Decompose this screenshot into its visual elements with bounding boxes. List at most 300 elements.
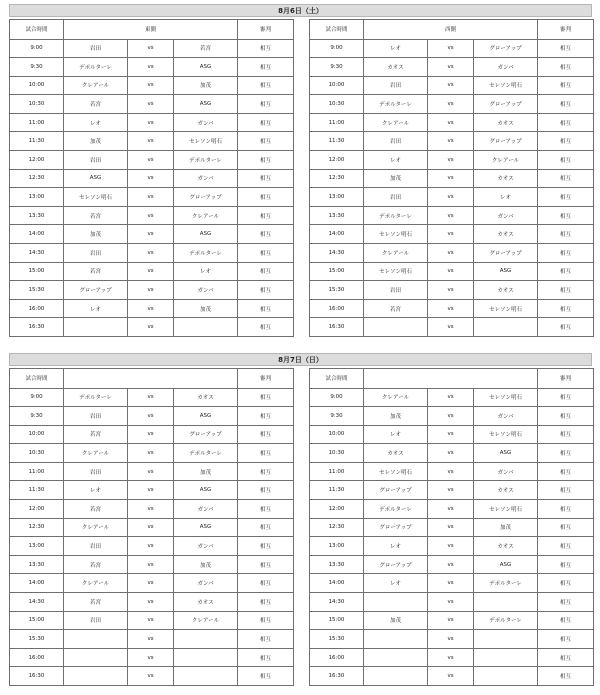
vs-label: vs [428, 39, 474, 58]
vs-label: vs [428, 555, 474, 574]
vs-label: vs [128, 58, 174, 77]
match-time: 11:30 [310, 132, 364, 151]
referee: 相互 [238, 318, 294, 337]
match-time: 14:00 [310, 574, 364, 593]
home-team [364, 667, 428, 686]
vs-label: vs [128, 611, 174, 630]
match-time: 11:30 [310, 481, 364, 500]
match-time: 10:30 [310, 95, 364, 114]
home-team: レオ [64, 299, 128, 318]
match-time: 13:30 [310, 555, 364, 574]
away-team: ASG [174, 407, 238, 426]
vs-label: vs [128, 481, 174, 500]
home-team: カオス [364, 58, 428, 77]
match-time: 13:30 [10, 555, 64, 574]
referee: 相互 [538, 206, 594, 225]
home-team [64, 630, 128, 649]
table-row [10, 299, 294, 318]
referee: 相互 [238, 481, 294, 500]
table-row [10, 132, 294, 151]
away-team [174, 667, 238, 686]
home-team: 加茂 [364, 169, 428, 188]
match-time: 11:00 [10, 462, 64, 481]
home-team: レオ [64, 113, 128, 132]
match-time: 12:30 [10, 518, 64, 537]
match-time: 11:00 [10, 113, 64, 132]
home-team: 岩田 [64, 151, 128, 170]
away-team: デポルターレ [174, 444, 238, 463]
table-row [310, 648, 594, 667]
table-row [10, 574, 294, 593]
home-team: 若宮 [64, 425, 128, 444]
referee: 相互 [238, 593, 294, 612]
home-team: レオ [64, 481, 128, 500]
referee: 相互 [538, 281, 594, 300]
vs-label: vs [428, 76, 474, 95]
vs-label: vs [128, 444, 174, 463]
vs-label: vs [428, 151, 474, 170]
day-title-0: 8月6日（土） [9, 4, 592, 17]
header-row [310, 20, 594, 40]
header-venue [364, 369, 538, 389]
vs-label: vs [428, 425, 474, 444]
away-team: ガンバ [174, 537, 238, 556]
table-row [10, 188, 294, 207]
referee: 相互 [538, 518, 594, 537]
referee: 相互 [238, 444, 294, 463]
home-team: デポルターレ [364, 95, 428, 114]
match-time: 16:00 [310, 299, 364, 318]
home-team: クレアール [64, 444, 128, 463]
vs-label: vs [128, 574, 174, 593]
away-team: デポルターレ [174, 151, 238, 170]
away-team: ガンバ [174, 169, 238, 188]
table-row [310, 39, 594, 58]
away-team [174, 648, 238, 667]
table-row [10, 667, 294, 686]
vs-label: vs [128, 500, 174, 519]
match-time: 11:30 [10, 132, 64, 151]
referee: 相互 [538, 425, 594, 444]
home-team: デポルターレ [64, 388, 128, 407]
vs-label: vs [428, 262, 474, 281]
home-team: カオス [364, 444, 428, 463]
away-team: カオス [174, 593, 238, 612]
away-team: ガンバ [474, 407, 538, 426]
home-team: グローアップ [364, 555, 428, 574]
referee: 相互 [238, 574, 294, 593]
away-team: 加茂 [474, 518, 538, 537]
home-team: クレアール [364, 113, 428, 132]
away-team: グローアップ [174, 188, 238, 207]
match-time: 16:00 [10, 299, 64, 318]
match-time: 9:30 [10, 407, 64, 426]
vs-label: vs [128, 518, 174, 537]
table-row [310, 95, 594, 114]
vs-label: vs [428, 537, 474, 556]
away-team: デポルターレ [174, 244, 238, 263]
table-row [310, 58, 594, 77]
vs-label: vs [428, 500, 474, 519]
away-team: ASG [174, 95, 238, 114]
referee: 相互 [238, 151, 294, 170]
home-team [364, 648, 428, 667]
referee: 相互 [238, 462, 294, 481]
vs-label: vs [128, 593, 174, 612]
match-time: 13:00 [10, 188, 64, 207]
home-team: デポルターレ [64, 58, 128, 77]
day-title-1: 8月7日（日） [9, 353, 592, 366]
away-team: ASG [474, 262, 538, 281]
match-time: 10:00 [10, 76, 64, 95]
vs-label: vs [428, 169, 474, 188]
away-team: ASG [474, 555, 538, 574]
table-row [310, 407, 594, 426]
match-time: 12:30 [310, 169, 364, 188]
referee: 相互 [238, 95, 294, 114]
home-team: 加茂 [364, 407, 428, 426]
home-team: 若宮 [64, 555, 128, 574]
home-team: 若宮 [364, 299, 428, 318]
match-time: 16:30 [310, 318, 364, 337]
referee: 相互 [238, 281, 294, 300]
referee: 相互 [238, 188, 294, 207]
home-team: クレアール [64, 518, 128, 537]
table-row [10, 407, 294, 426]
vs-label: vs [128, 462, 174, 481]
referee: 相互 [538, 462, 594, 481]
referee: 相互 [538, 574, 594, 593]
home-team: 岩田 [364, 281, 428, 300]
home-team: 加茂 [64, 132, 128, 151]
vs-label: vs [428, 388, 474, 407]
table-row [310, 132, 594, 151]
vs-label: vs [128, 648, 174, 667]
table-row [10, 462, 294, 481]
home-team: クレアール [64, 574, 128, 593]
vs-label: vs [128, 667, 174, 686]
away-team: 加茂 [174, 462, 238, 481]
table-row [310, 76, 594, 95]
referee: 相互 [238, 262, 294, 281]
table-row [10, 425, 294, 444]
vs-label: vs [428, 630, 474, 649]
referee: 相互 [538, 593, 594, 612]
away-team: ガンバ [174, 113, 238, 132]
home-team: クレアール [64, 76, 128, 95]
table-row [10, 630, 294, 649]
match-time: 9:30 [310, 407, 364, 426]
match-time: 10:00 [310, 76, 364, 95]
away-team: セレソン明石 [474, 388, 538, 407]
referee: 相互 [538, 444, 594, 463]
match-time: 12:30 [10, 169, 64, 188]
header-referee: 審判 [538, 369, 594, 389]
vs-label: vs [128, 169, 174, 188]
vs-label: vs [128, 244, 174, 263]
referee: 相互 [538, 407, 594, 426]
match-time: 16:30 [10, 318, 64, 337]
home-team: 岩田 [364, 76, 428, 95]
away-team: 若宮 [174, 39, 238, 58]
table-row [310, 425, 594, 444]
table-row [10, 648, 294, 667]
table-row [310, 444, 594, 463]
away-team: グローアップ [474, 39, 538, 58]
away-team: 加茂 [174, 76, 238, 95]
home-team: 若宮 [64, 593, 128, 612]
referee: 相互 [238, 244, 294, 263]
home-team: 若宮 [64, 262, 128, 281]
vs-label: vs [428, 113, 474, 132]
vs-label: vs [428, 318, 474, 337]
away-team: 加茂 [174, 555, 238, 574]
vs-label: vs [128, 206, 174, 225]
match-time: 15:30 [310, 630, 364, 649]
home-team: 岩田 [64, 244, 128, 263]
referee: 相互 [238, 648, 294, 667]
vs-label: vs [428, 407, 474, 426]
match-time: 15:30 [10, 281, 64, 300]
home-team [364, 593, 428, 612]
table-row [310, 188, 594, 207]
table-row [10, 244, 294, 263]
match-time: 11:00 [310, 462, 364, 481]
away-team: レオ [174, 262, 238, 281]
home-team: セレソン明石 [64, 188, 128, 207]
away-team [174, 630, 238, 649]
match-time: 15:30 [310, 281, 364, 300]
vs-label: vs [428, 481, 474, 500]
referee: 相互 [238, 555, 294, 574]
table-row [10, 262, 294, 281]
away-team: ASG [174, 225, 238, 244]
referee: 相互 [538, 225, 594, 244]
table-row [10, 169, 294, 188]
referee: 相互 [538, 169, 594, 188]
away-team [474, 648, 538, 667]
table-row [310, 462, 594, 481]
referee: 相互 [238, 132, 294, 151]
match-time: 13:30 [10, 206, 64, 225]
away-team: カオス [474, 281, 538, 300]
vs-label: vs [428, 244, 474, 263]
home-team: 若宮 [64, 206, 128, 225]
away-team: ガンバ [174, 281, 238, 300]
home-team [64, 648, 128, 667]
vs-label: vs [428, 518, 474, 537]
home-team: レオ [364, 537, 428, 556]
away-team: ガンバ [474, 462, 538, 481]
vs-label: vs [128, 281, 174, 300]
match-time: 13:30 [310, 206, 364, 225]
match-time: 14:30 [10, 244, 64, 263]
away-team: クレアール [174, 611, 238, 630]
away-team: カオス [474, 225, 538, 244]
table-row [310, 555, 594, 574]
home-team: 岩田 [64, 537, 128, 556]
match-time: 10:00 [310, 425, 364, 444]
vs-label: vs [128, 388, 174, 407]
match-time: 12:00 [10, 500, 64, 519]
home-team: 岩田 [364, 132, 428, 151]
home-team: クレアール [364, 388, 428, 407]
header-time: 試合時間 [310, 369, 364, 389]
vs-label: vs [128, 76, 174, 95]
header-referee: 審判 [538, 20, 594, 40]
match-time: 14:30 [310, 593, 364, 612]
header-time: 試合時間 [10, 369, 64, 389]
away-team: カオス [474, 169, 538, 188]
away-team [174, 318, 238, 337]
vs-label: vs [128, 188, 174, 207]
home-team: グローアップ [364, 518, 428, 537]
referee: 相互 [538, 630, 594, 649]
away-team: グローアップ [474, 244, 538, 263]
referee: 相互 [238, 39, 294, 58]
home-team: デポルターレ [364, 206, 428, 225]
home-team: 岩田 [364, 188, 428, 207]
referee: 相互 [538, 151, 594, 170]
referee: 相互 [538, 481, 594, 500]
referee: 相互 [238, 225, 294, 244]
header-row [10, 20, 294, 40]
match-time: 14:00 [10, 574, 64, 593]
referee: 相互 [238, 425, 294, 444]
table-row [310, 281, 594, 300]
match-time: 14:00 [10, 225, 64, 244]
table-row [10, 318, 294, 337]
away-team: セレソン明石 [474, 76, 538, 95]
vs-label: vs [128, 555, 174, 574]
referee: 相互 [538, 244, 594, 263]
referee: 相互 [538, 388, 594, 407]
referee: 相互 [238, 299, 294, 318]
referee: 相互 [538, 262, 594, 281]
away-team: セレソン明石 [174, 132, 238, 151]
home-team: レオ [364, 39, 428, 58]
vs-label: vs [128, 151, 174, 170]
vs-label: vs [428, 444, 474, 463]
home-team: 若宮 [64, 95, 128, 114]
match-time: 9:30 [10, 58, 64, 77]
away-team: グローアップ [474, 95, 538, 114]
away-team: グローアップ [174, 425, 238, 444]
header-venue: 東側 [64, 20, 238, 40]
match-time: 16:00 [10, 648, 64, 667]
table-row [10, 151, 294, 170]
home-team: レオ [364, 425, 428, 444]
home-team [364, 630, 428, 649]
referee: 相互 [538, 188, 594, 207]
referee: 相互 [238, 388, 294, 407]
referee: 相互 [538, 318, 594, 337]
vs-label: vs [428, 648, 474, 667]
referee: 相互 [538, 299, 594, 318]
table-row [310, 299, 594, 318]
home-team: 岩田 [64, 39, 128, 58]
table-row [10, 500, 294, 519]
home-team [64, 318, 128, 337]
referee: 相互 [538, 58, 594, 77]
referee: 相互 [238, 537, 294, 556]
table-row [310, 169, 594, 188]
schedule-table-day2-left [9, 368, 294, 686]
away-team [474, 630, 538, 649]
referee: 相互 [538, 555, 594, 574]
header-row [310, 369, 594, 389]
table-row [310, 593, 594, 612]
home-team [64, 667, 128, 686]
home-team: 加茂 [364, 611, 428, 630]
referee: 相互 [238, 667, 294, 686]
table-row [10, 76, 294, 95]
away-team: ASG [474, 444, 538, 463]
away-team: カオス [474, 537, 538, 556]
header-venue: 西側 [364, 20, 538, 40]
match-time: 12:30 [310, 518, 364, 537]
table-row [10, 537, 294, 556]
table-row [10, 388, 294, 407]
match-time: 13:00 [10, 537, 64, 556]
referee: 相互 [238, 630, 294, 649]
referee: 相互 [538, 113, 594, 132]
referee: 相互 [238, 611, 294, 630]
table-row [310, 667, 594, 686]
away-team [474, 318, 538, 337]
vs-label: vs [428, 95, 474, 114]
away-team: クレアール [174, 206, 238, 225]
match-time: 15:00 [310, 262, 364, 281]
away-team: デポルターレ [474, 611, 538, 630]
vs-label: vs [428, 574, 474, 593]
home-team: デポルターレ [364, 500, 428, 519]
match-time: 9:00 [310, 388, 364, 407]
table-row [10, 444, 294, 463]
schedule-table-day1-east [9, 19, 294, 337]
home-team: レオ [364, 574, 428, 593]
referee: 相互 [238, 500, 294, 519]
home-team: レオ [364, 151, 428, 170]
vs-label: vs [428, 58, 474, 77]
vs-label: vs [128, 537, 174, 556]
vs-label: vs [428, 667, 474, 686]
vs-label: vs [428, 132, 474, 151]
vs-label: vs [128, 132, 174, 151]
vs-label: vs [128, 39, 174, 58]
vs-label: vs [428, 593, 474, 612]
match-time: 15:00 [310, 611, 364, 630]
referee: 相互 [538, 500, 594, 519]
match-time: 9:00 [10, 388, 64, 407]
match-time: 10:30 [10, 95, 64, 114]
vs-label: vs [428, 299, 474, 318]
away-team: クレアール [474, 151, 538, 170]
away-team: カオス [474, 481, 538, 500]
match-time: 16:00 [310, 648, 364, 667]
vs-label: vs [128, 318, 174, 337]
match-time: 10:30 [10, 444, 64, 463]
away-team: セレソン明石 [474, 299, 538, 318]
schedule-table-day2-right [309, 368, 594, 686]
away-team: レオ [474, 188, 538, 207]
match-time: 12:00 [310, 500, 364, 519]
away-team: デポルターレ [474, 574, 538, 593]
away-team: ASG [174, 58, 238, 77]
match-time: 11:00 [310, 113, 364, 132]
vs-label: vs [428, 281, 474, 300]
away-team: ASG [174, 481, 238, 500]
